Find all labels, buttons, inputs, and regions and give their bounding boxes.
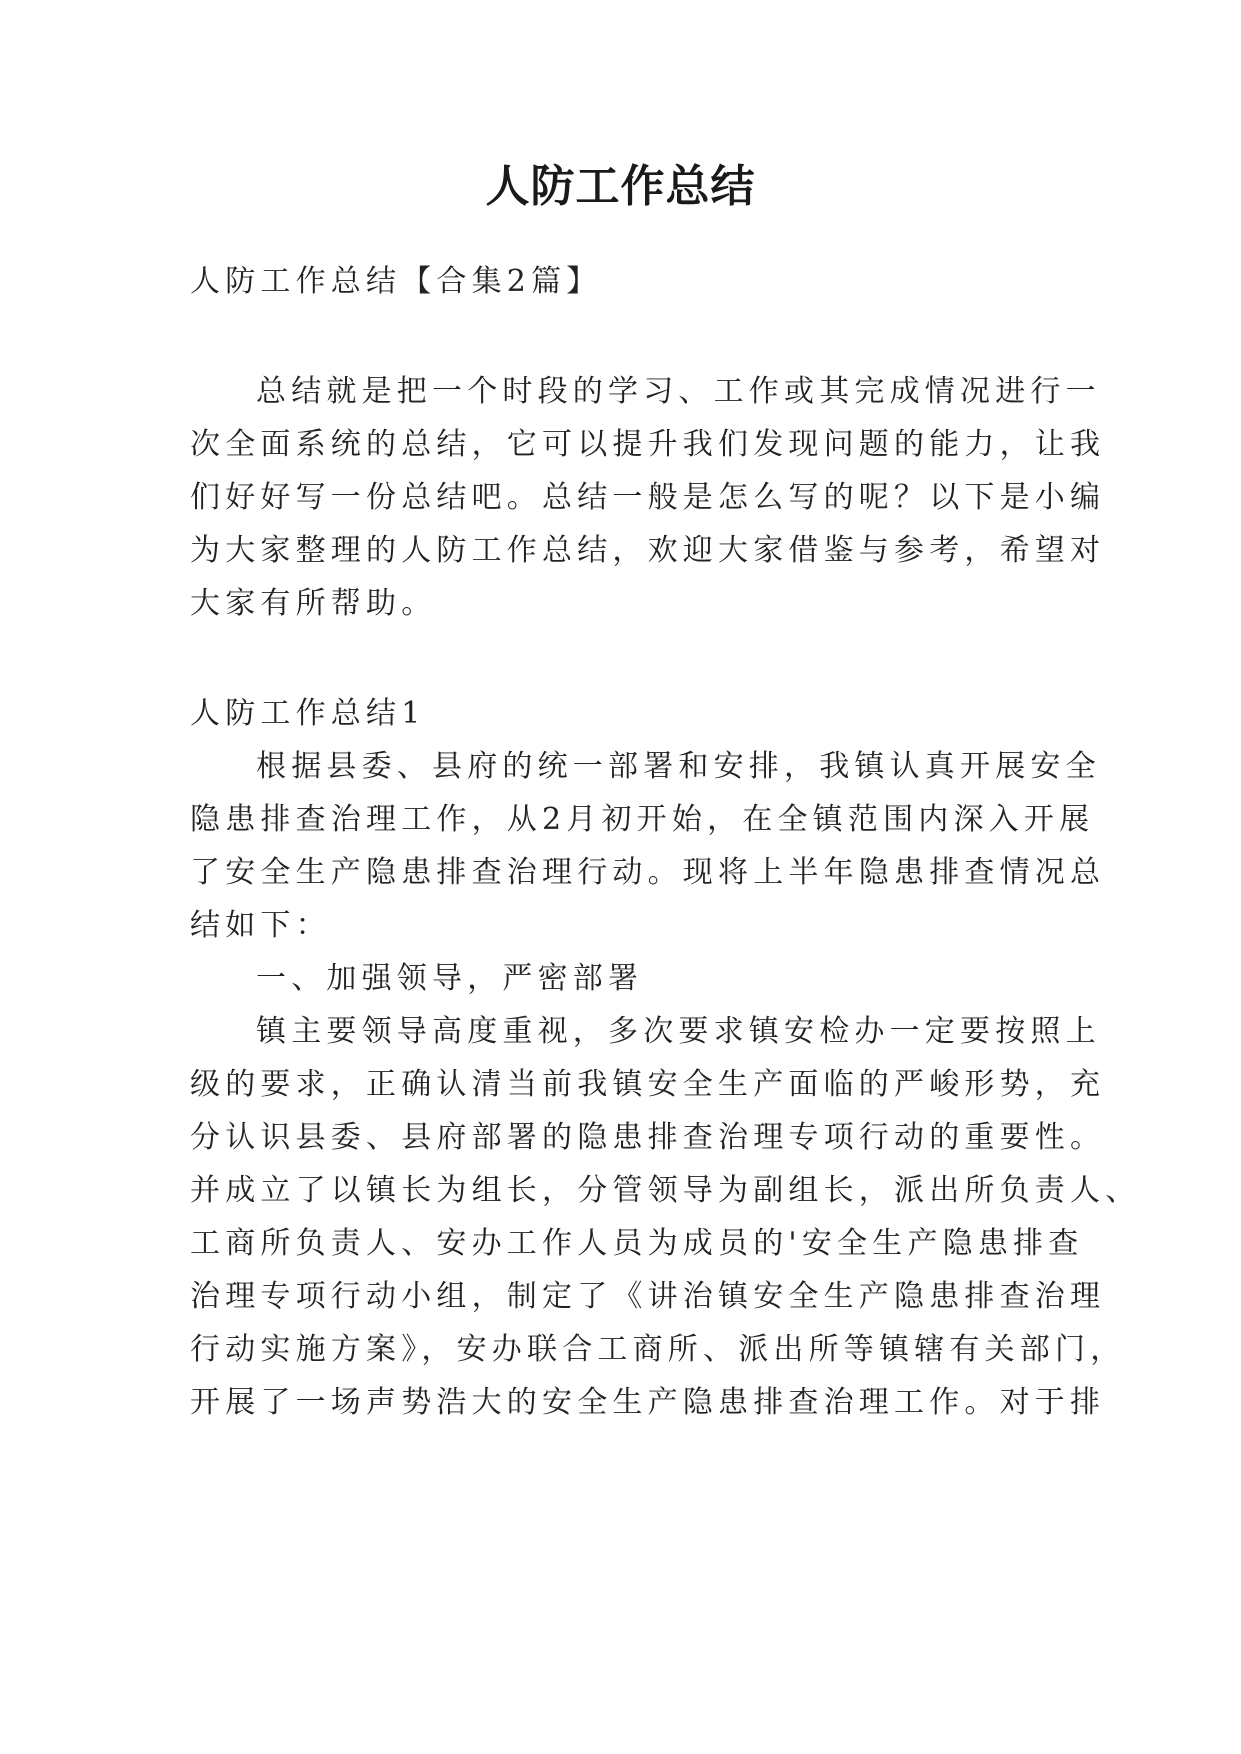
paragraph-line: 开展了一场声势浩大的安全生产隐患排查治理工作。对于排 xyxy=(190,1385,1106,1420)
paragraph-line: 行动实施方案》，安办联合工商所、派出所等镇辖有关部门， xyxy=(190,1332,1126,1367)
subheading: 一、加强领导，严密部署 xyxy=(256,961,644,996)
paragraph-line: 了安全生产隐患排查治理行动。现将上半年隐患排查情况总 xyxy=(190,855,1106,890)
intro-line: 次全面系统的总结，它可以提升我们发现问题的能力，让我 xyxy=(190,427,1106,462)
document-title: 人防工作总结 xyxy=(485,161,756,212)
paragraph-line: 级的要求，正确认清当前我镇安全生产面临的严峻形势，充 xyxy=(190,1067,1106,1102)
section-heading: 人防工作总结1 xyxy=(190,696,426,731)
paragraph-line: 并成立了以镇长为组长，分管领导为副组长，派出所负责人、 xyxy=(190,1173,1141,1208)
paragraph-line: 分认识县委、县府部署的隐患排查治理专项行动的重要性。 xyxy=(190,1120,1106,1155)
intro-line: 为大家整理的人防工作总结，欢迎大家借鉴与参考，希望对 xyxy=(190,533,1106,568)
document-subtitle: 人防工作总结【合集2篇】 xyxy=(190,264,602,299)
paragraph-line: 隐患排查治理工作，从2月初开始，在全镇范围内深入开展 xyxy=(190,802,1095,837)
intro-line: 总结就是把一个时段的学习、工作或其完成情况进行一 xyxy=(256,374,1101,409)
paragraph-line: 根据县委、县府的统一部署和安排，我镇认真开展安全 xyxy=(256,749,1101,784)
paragraph-line: 工商所负责人、安办工作人员为成员的'安全生产隐患排查 xyxy=(190,1226,1084,1261)
paragraph-line: 镇主要领导高度重视，多次要求镇安检办一定要按照上 xyxy=(256,1014,1101,1049)
intro-line: 大家有所帮助。 xyxy=(190,586,437,621)
intro-line: 们好好写一份总结吧。总结一般是怎么写的呢？以下是小编 xyxy=(190,480,1106,515)
paragraph-line: 结如下： xyxy=(190,908,331,943)
paragraph-line: 治理专项行动小组，制定了《讲治镇安全生产隐患排查治理 xyxy=(190,1279,1106,1314)
